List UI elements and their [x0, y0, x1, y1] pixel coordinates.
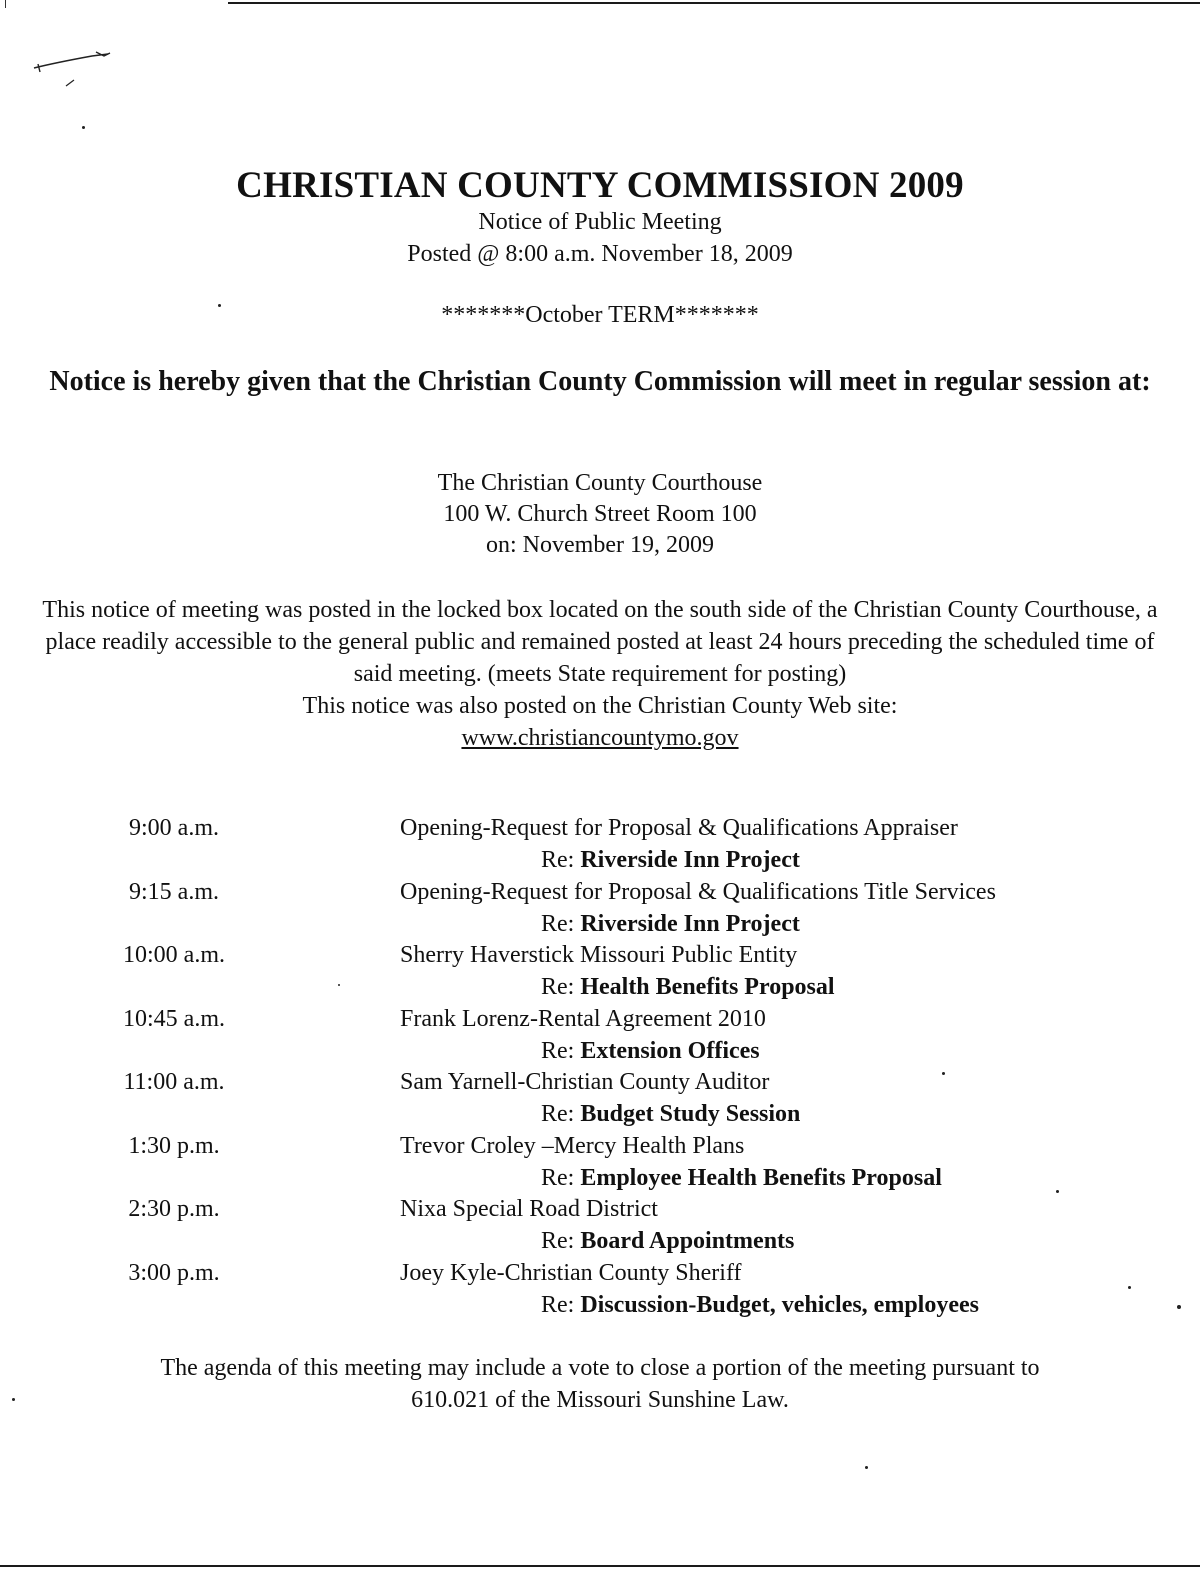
agenda-item: Joey Kyle-Christian County Sheriff	[400, 1259, 742, 1286]
re-prefix: Re:	[541, 1037, 581, 1064]
closing-line: The agenda of this meeting may include a vote to close a portion of the meeting pursuant to	[160, 1355, 1040, 1381]
agenda-row	[0, 876, 1200, 940]
agenda-row	[0, 1130, 1200, 1194]
agenda-subject-text: Board Appointments	[580, 1228, 795, 1254]
page-title: CHRISTIAN COUNTY COMMISSION 2009	[236, 165, 964, 206]
agenda-subject-text: Employee Health Benefits Proposal	[580, 1164, 942, 1191]
re-prefix: Re:	[541, 1228, 581, 1254]
scan-speck	[12, 1398, 15, 1401]
agenda-subject	[541, 1289, 979, 1321]
term-label: *******October TERM*******	[441, 302, 759, 328]
meeting-date: on: November 19, 2009	[486, 532, 714, 558]
scan-mark	[5, 0, 6, 8]
agenda-time: 10:00 a.m.	[123, 942, 225, 968]
agenda-subject	[541, 908, 800, 940]
agenda-time: 9:15 a.m.	[129, 878, 219, 905]
re-prefix: Re:	[541, 974, 581, 1000]
agenda-time: 11:00 a.m.	[123, 1069, 225, 1095]
agenda-list	[0, 812, 1200, 1320]
closing-line: 610.021 of the Missouri Sunshine Law.	[411, 1387, 789, 1413]
scan-border-bottom	[0, 1565, 1200, 1567]
agenda-subject	[541, 1035, 760, 1067]
agenda-item: Opening-Request for Proposal & Qualifications Appraiser	[400, 815, 958, 841]
location-building: The Christian County Courthouse	[437, 470, 763, 496]
posting-statement	[40, 594, 1160, 754]
agenda-time: 9:00 a.m.	[129, 815, 219, 841]
agenda-subject-text: Extension Offices	[580, 1037, 760, 1064]
agenda-subject	[541, 1162, 942, 1194]
posted-timestamp: Posted @ 8:00 a.m. November 18, 2009	[407, 241, 793, 267]
pen-scribble-mark	[30, 44, 120, 94]
location-address: 100 W. Church Street Room 100	[443, 501, 757, 527]
agenda-row	[0, 939, 1200, 1003]
re-prefix: Re:	[541, 1101, 581, 1127]
notice-type: Notice of Public Meeting	[478, 209, 722, 235]
scan-speck	[82, 126, 85, 129]
meeting-notice-statement: Notice is hereby given that the Christian County Commission will meet in regular session at:	[49, 366, 1151, 397]
agenda-time: 2:30 p.m.	[128, 1196, 220, 1222]
agenda-row	[0, 1193, 1200, 1257]
agenda-subject-text: Budget Study Session	[580, 1101, 801, 1127]
agenda-row	[0, 1003, 1200, 1067]
agenda-row	[0, 1257, 1200, 1321]
re-prefix: Re:	[541, 910, 581, 937]
website-link[interactable]: www.christiancountymo.gov	[461, 725, 739, 751]
agenda-subject-text: Riverside Inn Project	[580, 910, 800, 937]
agenda-subject	[541, 1098, 800, 1130]
re-prefix: Re:	[541, 847, 581, 873]
website-intro: This notice was also posted on the Christian County Web site:	[302, 693, 898, 719]
closing-statement	[40, 1352, 1160, 1416]
agenda-subject	[541, 1225, 794, 1257]
agenda-row	[0, 1066, 1200, 1130]
agenda-subject-text: Discussion-Budget, vehicles, employees	[580, 1291, 979, 1318]
scan-border-top	[228, 2, 1200, 4]
re-prefix: Re:	[541, 1164, 581, 1191]
agenda-item: Trevor Croley –Mercy Health Plans	[400, 1132, 745, 1159]
agenda-item: Nixa Special Road District	[400, 1196, 658, 1222]
agenda-subject-text: Riverside Inn Project	[580, 847, 800, 873]
agenda-time: 10:45 a.m.	[123, 1005, 225, 1032]
posting-paragraph: This notice of meeting was posted in the locked box located on the south side of the Christian County Courthouse, a place readily accessible to the general public and remained posted at least 24 hours preceding the scheduled time of said meeting. (meets State requirement for posting)	[42, 597, 1158, 687]
agenda-subject	[541, 844, 800, 876]
notice-subtitle	[0, 206, 1200, 270]
agenda-subject-text: Health Benefits Proposal	[580, 974, 835, 1000]
agenda-item: Frank Lorenz-Rental Agreement 2010	[400, 1005, 766, 1032]
agenda-item: Sam Yarnell-Christian County Auditor	[400, 1069, 770, 1095]
agenda-item: Opening-Request for Proposal & Qualifications Title Services	[400, 878, 996, 905]
agenda-subject	[541, 971, 835, 1003]
meeting-location	[0, 468, 1200, 561]
agenda-time: 1:30 p.m.	[128, 1132, 220, 1159]
agenda-time: 3:00 p.m.	[128, 1259, 220, 1286]
agenda-row	[0, 812, 1200, 876]
scan-speck	[865, 1466, 868, 1469]
re-prefix: Re:	[541, 1291, 581, 1318]
agenda-item: Sherry Haverstick Missouri Public Entity	[400, 942, 798, 968]
